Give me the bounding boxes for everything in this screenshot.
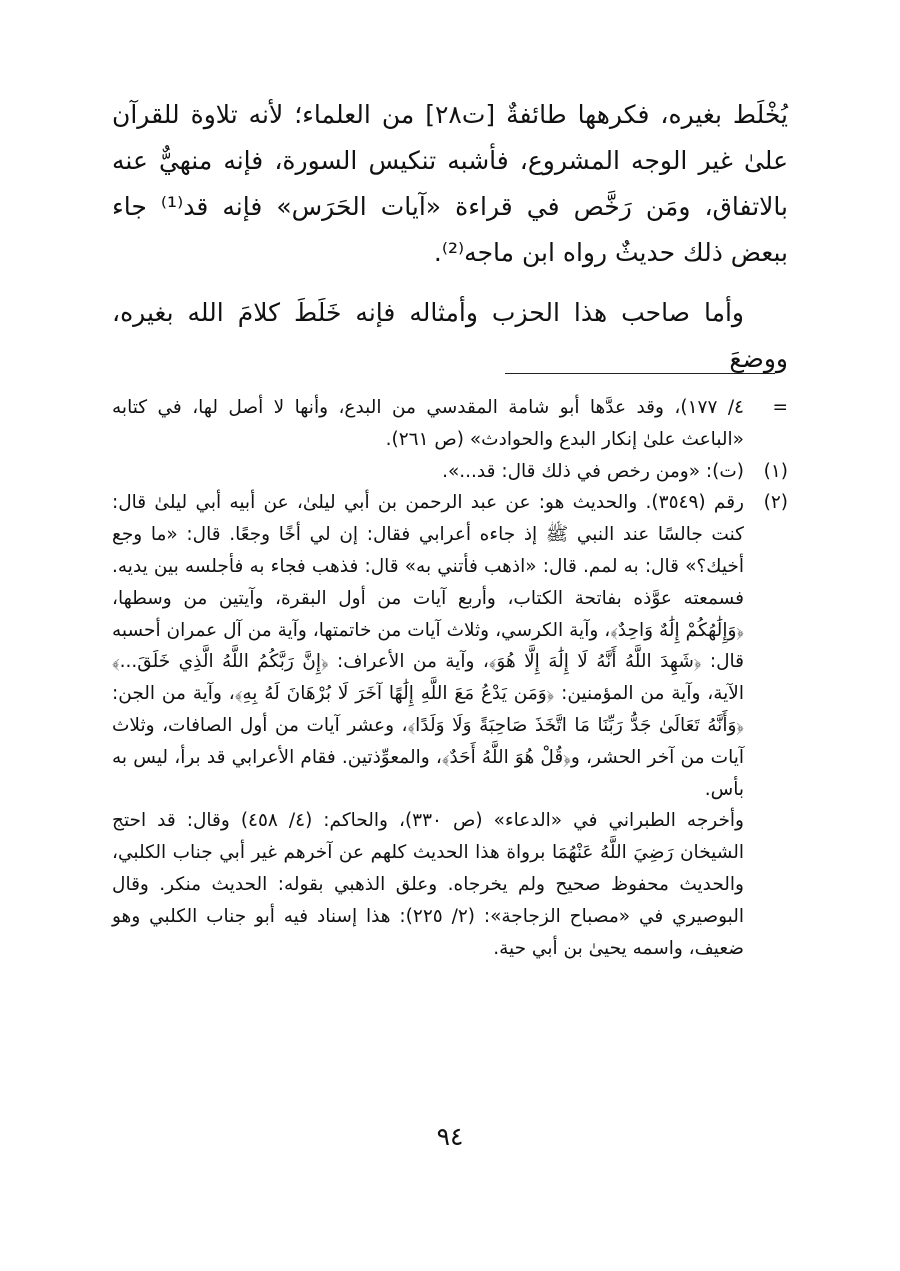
paragraph-2: وأما صاحب هذا الحزب وأمثاله فإنه خَلَطَ كلامَ الله بغيره، ووضعَ xyxy=(112,298,788,373)
footnote-1-text: (ت): «ومن رخص في ذلك قال: قد...». xyxy=(442,460,744,482)
footnote-2 xyxy=(112,487,788,805)
continuation-mark: = xyxy=(772,397,788,418)
footnote-separator xyxy=(505,373,775,374)
paragraph-1: يُخْلَط بغيره، فكرهها طائفةٌ [ت٢٨] من العلماء؛ لأنه تلاوة للقرآن علىٰ غير الوجه المشروع، فأشبه تنكيس السورة، فإنه منهيٌّ عنه بالاتفاق، ومَن رَخَّص في قراءة «آيات الحَرَس» فإنه قد⁽¹⁾ جاء ببعض ذلك حديثٌ رواه ابن ماجه⁽²⁾. xyxy=(112,100,788,267)
footnote-2-paragraph-2: وأخرجه الطبراني في «الدعاء» (ص ٣٣٠)، والحاكم: (٤/ ٤٥٨) وقال: قد احتج الشيخان رَضِيَ اللَّهُ عَنْهُمَا برواة هذا الحديث كلهم عن آخرهم غير أبي جناب الكلبي، والحديث محفوظ صحيح ولم يخرجاه. وعلق الذهبي بقوله: الحديث منكر. وقال البوصيري في «مصباح الزجاجة»: (٢/ ٢٢٥): هذا إسناد فيه أبو جناب الكلبي وهو ضعيف، واسمه يحيىٰ بن أبي حية. xyxy=(112,810,745,959)
footnotes xyxy=(112,392,788,964)
footnote-1 xyxy=(112,456,788,488)
page-number: ٩٤ xyxy=(436,1122,464,1151)
footnote-2-body xyxy=(112,487,744,805)
footnote-2-paragraph-1: رقم (٣٥٤٩). والحديث هو: عن عبد الرحمن بن أبي ليلىٰ، عن أبيه أبي ليلىٰ قال: كنت جالسًا عند النبي ﷺ إذ جاءه أعرابي فقال: إن لي أخًا وجعًا. قال: «ما وجع أخيك؟» قال: به لمم. قال: «اذهب فأتني به» قال: فذهب فجاء به فأجلسه بين يديه. فسمعته عوَّذه بفاتحة الكتاب، وأربع آيات من أول البقرة، وآيتين من وسطها، ﴿وَإِلَٰهُكُمْ إِلَٰهٌ وَاحِدٌ﴾، وآية الكرسي، وثلاث آيات من خاتمتها، وآية من آل عمران أحسبه قال: ﴿شَهِدَ اللَّهُ أَنَّهُ لَا إِلَٰهَ إِلَّا هُوَ﴾، وآية من الأعراف: ﴿إِنَّ رَبَّكُمُ اللَّهُ الَّذِي خَلَقَ...﴾ الآية، وآية من المؤمنين: ﴿وَمَن يَدْعُ مَعَ اللَّهِ إِلَٰهًا آخَرَ لَا بُرْهَانَ لَهُ بِهِ﴾، وآية من الجن: ﴿وَأَنَّهُ تَعَالَىٰ جَدُّ رَبِّنَا مَا اتَّخَذَ صَاحِبَةً وَلَا وَلَدًا﴾، وعشر آيات من أول الصافات، وثلاث آيات من آخر الحشر، و﴿قُلْ هُوَ اللَّهُ أَحَدٌ﴾، والمعوِّذتين. فقام الأعرابي قد برأ، ليس به بأس. xyxy=(112,492,744,800)
footnote-continued-text: ٤/ ١٧٧)، وقد عدَّها أبو شامة المقدسي من البدع، وأنها لا أصل لها، في كتابه «الباعث علىٰ إنكار البدع والحوادث» (ص ٢٦١). xyxy=(112,397,744,450)
footnote-1-mark: (١) xyxy=(763,460,788,482)
main-text xyxy=(112,92,788,382)
footnote-2-mark: (٢) xyxy=(763,492,788,514)
footnote-continued xyxy=(112,392,788,456)
